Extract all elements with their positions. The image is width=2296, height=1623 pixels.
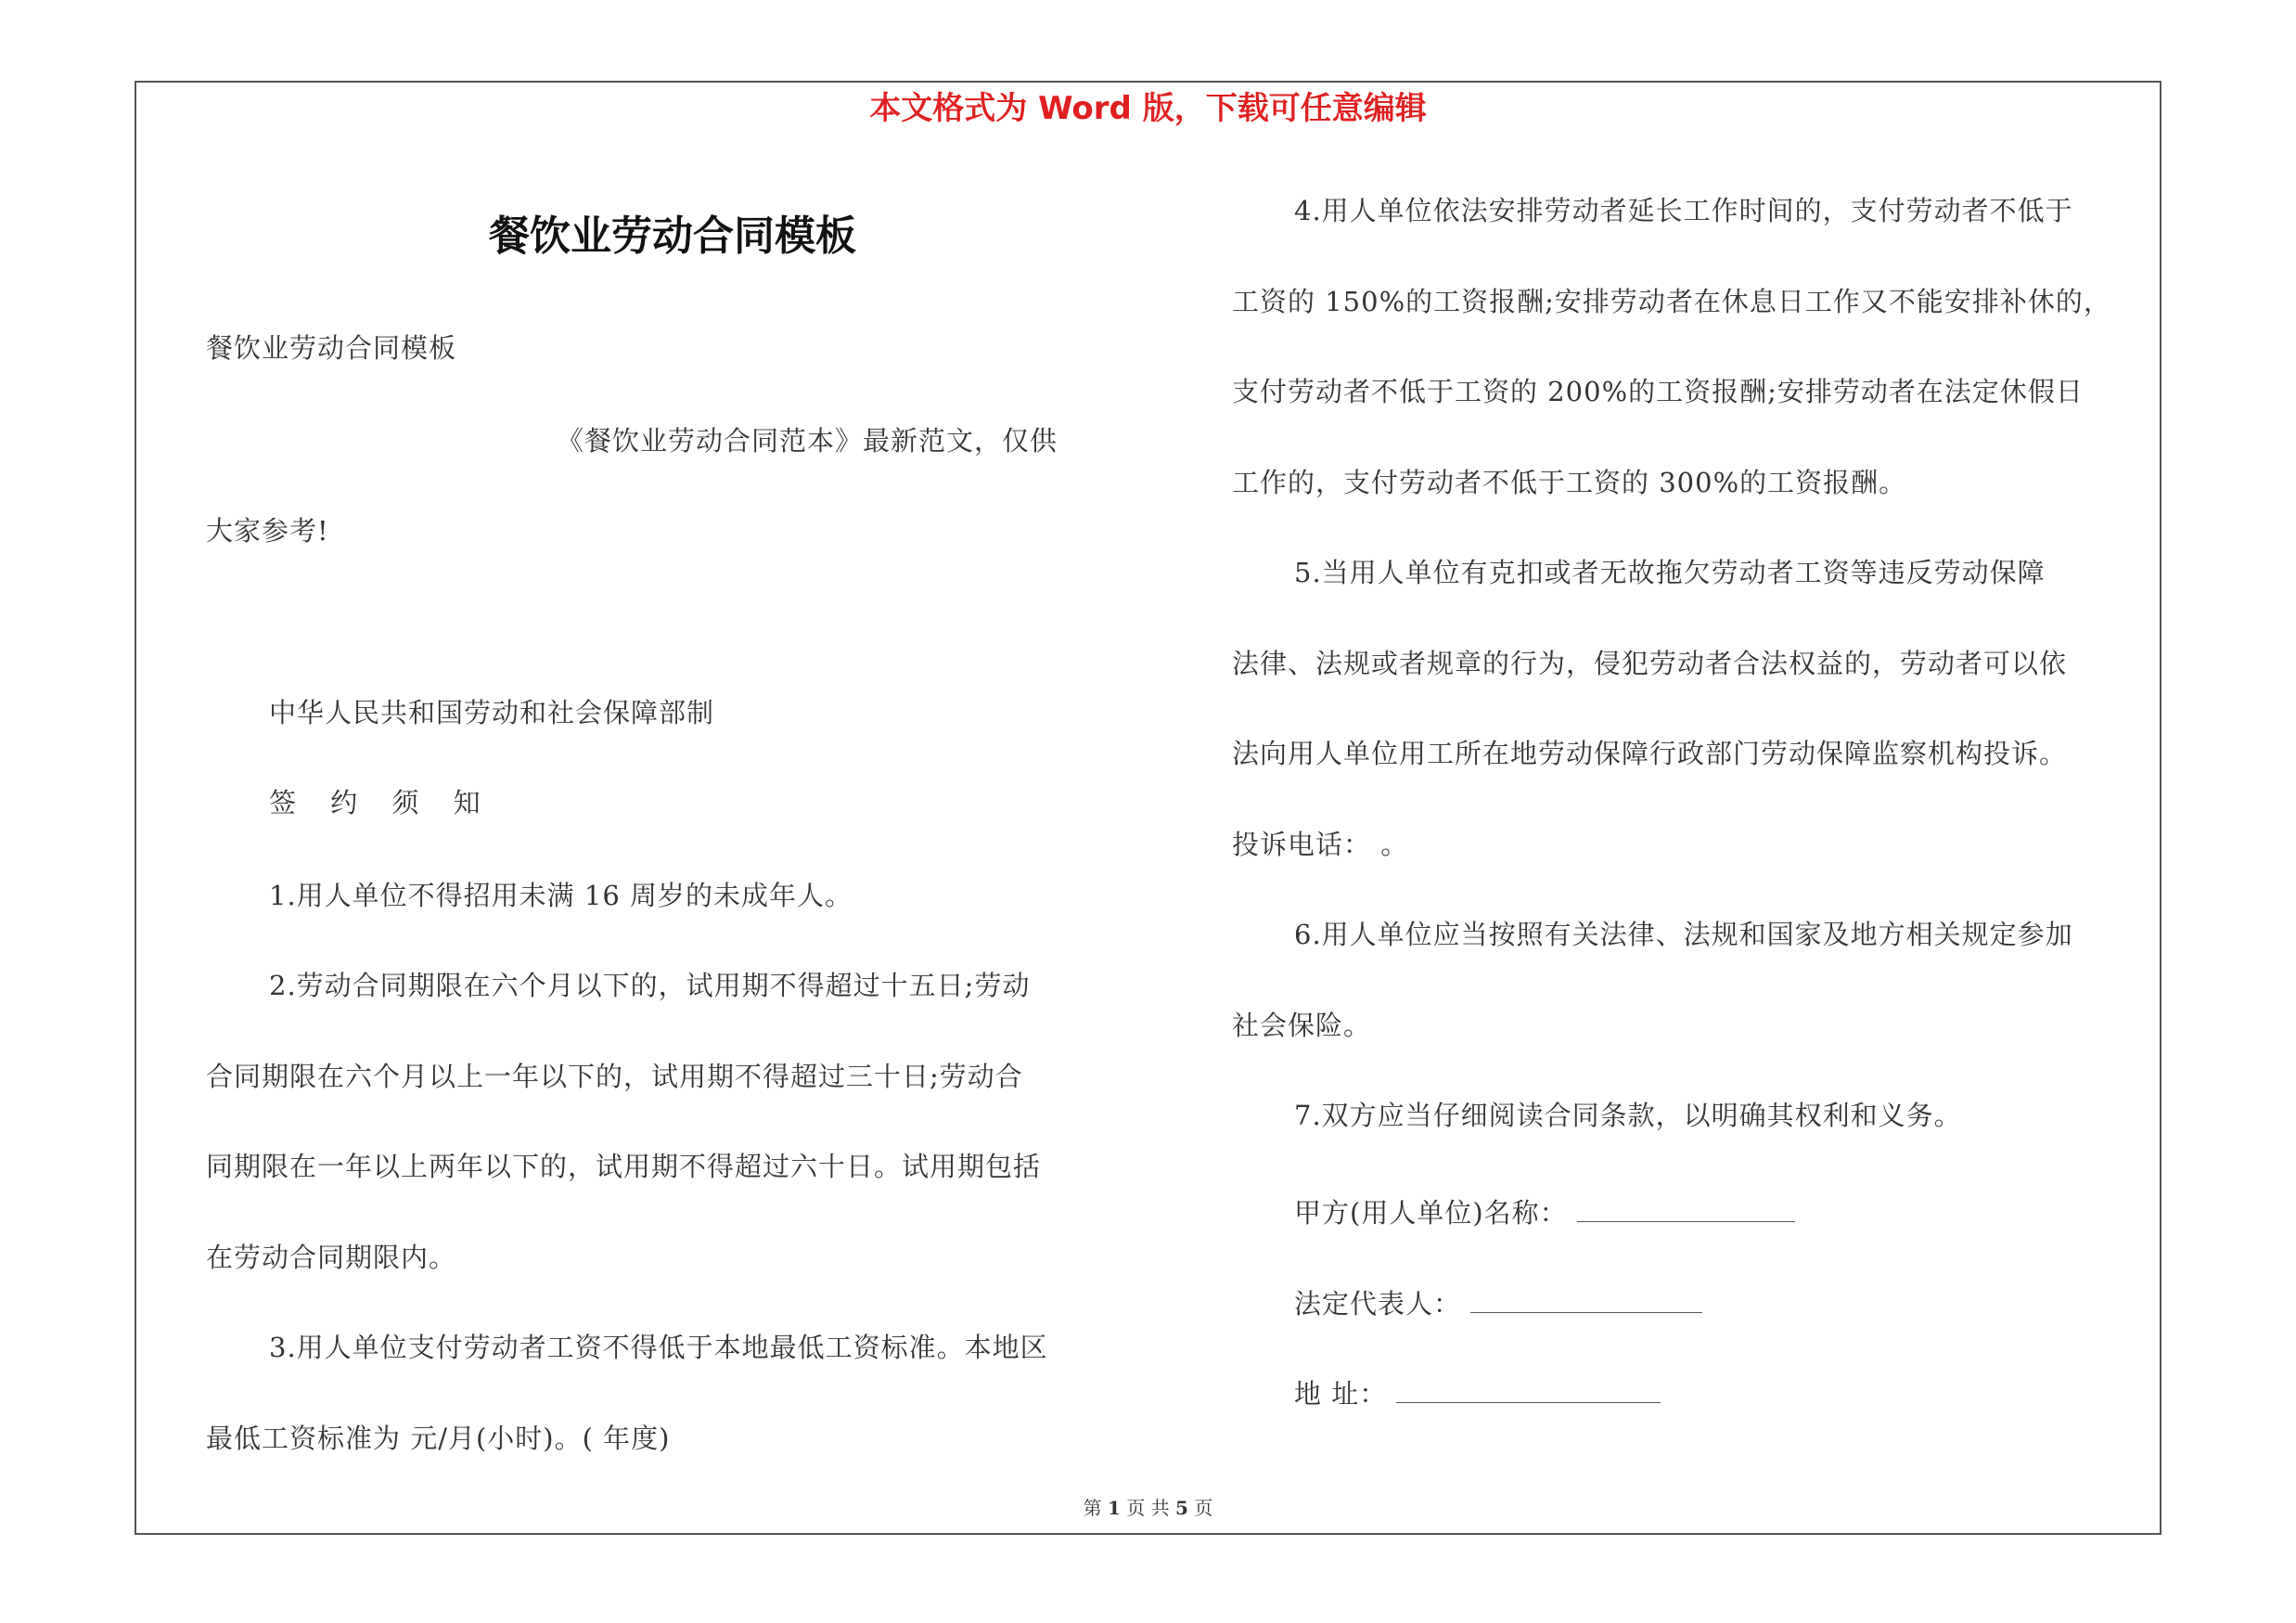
left-line-9: 同期限在一年以上两年以下的，试用期不得超过六十日。试用期包括	[206, 1151, 1042, 1182]
footer-total-pages: 5	[1175, 1497, 1188, 1519]
left-line-7: 2.劳动合同期限在六个月以下的，试用期不得超过十五日;劳动	[269, 970, 1031, 1001]
employer-name-field[interactable]	[1577, 1197, 1795, 1222]
right-line-1: 4.用人单位依法安排劳动者延长工作时间的，支付劳动者不低于	[1294, 195, 2073, 226]
address-label: 地 址：	[1294, 1378, 1388, 1410]
address-field[interactable]	[1396, 1378, 1661, 1403]
right-line-3: 支付劳动者不低于工资的 200%的工资报酬;安排劳动者在法定休假日	[1232, 376, 2084, 407]
document-title: 餐饮业劳动合同模板	[489, 213, 856, 260]
right-line-7: 法向用人单位用工所在地劳动保障行政部门劳动保障监察机构投诉。	[1232, 738, 2068, 769]
left-line-2: 《餐饮业劳动合同范本》最新范文，仅供	[557, 425, 1058, 457]
left-line-3: 大家参考!	[206, 515, 329, 547]
footer-mid: 页 共	[1126, 1497, 1170, 1519]
legal-rep-field[interactable]	[1470, 1288, 1702, 1313]
left-line-8: 合同期限在六个月以上一年以下的，试用期不得超过三十日;劳动合	[206, 1061, 1023, 1092]
right-line-10: 社会保险。	[1232, 1010, 1372, 1041]
right-line-5: 5.当用人单位有克扣或者无故拖欠劳动者工资等违反劳动保障	[1294, 557, 2046, 588]
right-line-11: 7.双方应当仔细阅读合同条款，以明确其权利和义务。	[1294, 1100, 1962, 1131]
left-line-1: 餐饮业劳动合同模板	[206, 332, 457, 364]
left-line-12: 最低工资标准为 元/月(小时)。( 年度)	[206, 1423, 671, 1454]
legal-rep-row	[1294, 1283, 1702, 1324]
right-line-8: 投诉电话： 。	[1232, 829, 1409, 860]
employer-name-row	[1294, 1192, 1795, 1233]
left-line-10: 在劳动合同期限内。	[206, 1242, 457, 1273]
right-line-4: 工作的，支付劳动者不低于工资的 300%的工资报酬。	[1232, 467, 1907, 498]
address-row	[1294, 1373, 1661, 1414]
page-footer	[135, 1494, 2161, 1522]
footer-prefix: 第	[1083, 1497, 1102, 1519]
employer-name-label: 甲方(用人单位)名称：	[1294, 1197, 1568, 1229]
format-banner: 本文格式为 Word 版，下载可任意编辑	[869, 90, 1427, 127]
left-line-5: 签 约 须 知	[269, 787, 494, 818]
right-line-6: 法律、法规或者规章的行为，侵犯劳动者合法权益的，劳动者可以依	[1232, 648, 2068, 679]
left-line-6: 1.用人单位不得招用未满 16 周岁的未成年人。	[269, 880, 853, 911]
legal-rep-label: 法定代表人：	[1294, 1288, 1462, 1320]
footer-page-number: 1	[1108, 1497, 1121, 1519]
footer-suffix: 页	[1194, 1497, 1213, 1519]
left-line-11: 3.用人单位支付劳动者工资不得低于本地最低工资标准。本地区	[269, 1332, 1048, 1363]
right-line-2: 工资的 150%的工资报酬;安排劳动者在休息日工作又不能安排补休的，	[1232, 286, 2111, 317]
right-line-9: 6.用人单位应当按照有关法律、法规和国家及地方相关规定参加	[1294, 919, 2073, 950]
left-line-4: 中华人民共和国劳动和社会保障部制	[269, 697, 715, 728]
